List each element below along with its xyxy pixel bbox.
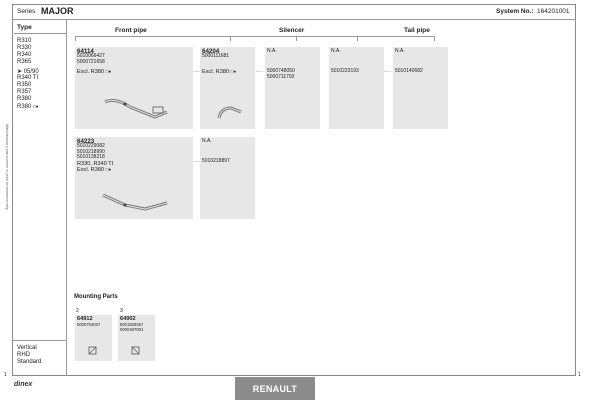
model-r380b: R380 <box>17 104 32 110</box>
column-silencer: Silencer <box>279 27 305 34</box>
connector-dots: ..... <box>193 68 200 74</box>
exclusion-symbols-icon: □● <box>105 69 112 74</box>
series-label: Series <box>17 8 36 15</box>
ref-number: 5000111681 <box>202 53 230 59</box>
exclusion-symbols-icon: □● <box>230 69 237 74</box>
ref-number: 0000487001 <box>120 327 144 332</box>
front-pipe-drawing <box>95 87 175 127</box>
brand-banner <box>235 377 315 400</box>
system-number-value: 164201001 <box>537 8 570 15</box>
ref-number: 5010140682 <box>395 68 423 74</box>
series-value: MAJOR <box>41 6 74 16</box>
model-r365: R365 <box>17 59 32 65</box>
model-r340ti: R340 TI <box>17 75 39 81</box>
brand-name: RENAULT <box>252 384 298 394</box>
applicability-line: Excl. R380 □● <box>77 167 112 173</box>
mounting-qty-2: 3 <box>120 308 123 314</box>
ref-number: 5010229082 <box>77 143 105 149</box>
part-card-64114[interactable] <box>75 47 193 129</box>
ref-number: 5000748050 <box>267 68 295 74</box>
part-code: N.A. <box>267 48 277 54</box>
model-r340: R340 <box>17 52 32 58</box>
bend-pipe-drawing <box>215 102 245 124</box>
dinex-logo <box>12 377 40 389</box>
ref-number: 5010138218 <box>77 154 105 161</box>
part-code: N.A. <box>395 48 405 54</box>
ref-number: 5001829357 <box>120 322 144 327</box>
part-code: 64912 <box>77 316 93 322</box>
column-front-pipe: Front pipe <box>115 27 147 34</box>
ref-numbers <box>267 69 295 80</box>
ref-number: 0000704037 <box>77 322 101 327</box>
ref-number: 5000711792 <box>267 73 295 80</box>
bracket-tick-3 <box>296 36 297 41</box>
model-list <box>17 38 31 66</box>
page-number-left: 1 <box>4 372 7 378</box>
orientation-standard: Standard <box>17 359 42 365</box>
connector-dots: ..... <box>193 158 200 164</box>
model-r310: R310 <box>17 38 32 44</box>
ref-number: 5010223193 <box>331 68 359 74</box>
date-value: 05/90 <box>23 69 39 75</box>
model-r380-line <box>17 103 38 111</box>
part-card-64223[interactable] <box>75 137 193 219</box>
mounting-card-64902[interactable] <box>118 315 155 361</box>
ref-numbers <box>77 144 105 161</box>
orientation-rhd: RHD <box>17 352 30 358</box>
exclusion-note: Excl. R380 □● <box>77 69 112 75</box>
column-tail-pipe: Tail pipe <box>404 27 430 34</box>
part-code: 64114 <box>77 48 94 55</box>
model-r357: R357 <box>17 89 32 95</box>
part-card-tail-pipe[interactable] <box>393 47 448 129</box>
ref-number: 5010218990 <box>77 148 105 155</box>
bracket-tick-5 <box>434 36 435 41</box>
bracket-tick-1 <box>75 36 76 41</box>
part-card-middle[interactable] <box>329 47 384 129</box>
part-card-64204[interactable] <box>200 47 255 129</box>
mounting-card-64912[interactable] <box>75 315 112 361</box>
model-list-2 <box>17 75 38 111</box>
header-divider <box>12 19 576 20</box>
orientation-list <box>17 345 41 366</box>
applicability-notes <box>77 161 113 173</box>
column-bracket <box>75 36 435 37</box>
mounting-parts-title: Mounting Parts <box>74 294 118 300</box>
orientation-vertical: Vertical <box>17 345 37 351</box>
vertical-note: Manufacturer's part number is used for reference only <box>5 124 9 210</box>
arrow-icon: ➤ <box>17 69 23 75</box>
part-card-na[interactable] <box>200 137 255 219</box>
date-line <box>17 68 39 75</box>
part-card-silencer[interactable] <box>265 47 320 129</box>
ref-numbers <box>77 54 105 65</box>
type-label: Type <box>17 24 32 31</box>
exclusion-symbols-icon: □● <box>33 104 39 109</box>
part-code: N.A. <box>202 138 212 144</box>
model-r380: R380 <box>17 96 32 102</box>
ref-number: 5000721658 <box>77 58 105 65</box>
bracket-icon <box>130 345 142 357</box>
exclusion-note: Excl. R380 □● <box>202 69 237 75</box>
mounting-qty-1: 2 <box>76 308 79 314</box>
ref-number: 5010066427 <box>77 53 105 59</box>
exclusion-symbols-icon: □● <box>105 167 112 172</box>
sidebar-divider <box>66 19 67 376</box>
page-number-right: 1 <box>578 372 581 378</box>
model-r330: R330 <box>17 45 32 51</box>
connector-dots: ..... <box>256 68 263 74</box>
clamp-icon <box>87 345 99 357</box>
ref-numbers <box>120 322 143 332</box>
part-code: N.A. <box>331 48 341 54</box>
applicability-line: R330, R340 TI <box>77 161 114 167</box>
front-pipe-drawing <box>95 185 175 217</box>
system-number-label: System No.: <box>496 8 534 15</box>
bracket-tick-2 <box>230 36 231 41</box>
bracket-tick-4 <box>357 36 358 41</box>
ref-number: 5010218897 <box>202 158 230 164</box>
part-code: 64204 <box>202 48 220 55</box>
part-code: 64902 <box>120 316 136 322</box>
connector-dots: ..... <box>384 68 391 74</box>
type-underline <box>14 33 66 34</box>
sidebar-orientation-divider <box>12 340 66 341</box>
model-r350: R350 <box>17 82 32 88</box>
logo-text: dinex <box>14 381 33 388</box>
part-code: 64223 <box>77 138 95 145</box>
